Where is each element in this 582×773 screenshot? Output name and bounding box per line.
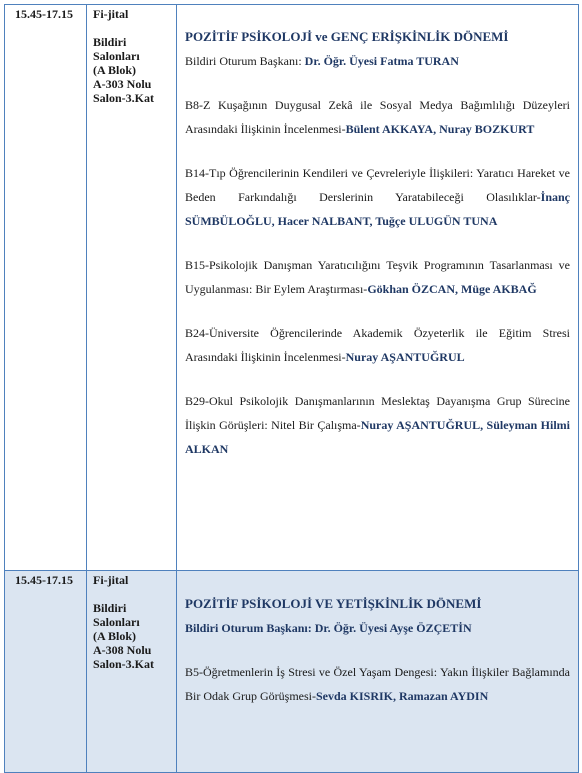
paper-authors: Gökhan ÖZCAN, Müge AKBAĞ bbox=[367, 282, 537, 296]
place-line: Bildiri bbox=[93, 35, 127, 49]
paper-entry bbox=[185, 389, 570, 461]
session-time: 15.45-17.15 bbox=[5, 571, 87, 773]
paper-authors: Nuray AŞANTUĞRUL, Süleyman Hilmi ALKAN bbox=[185, 418, 570, 456]
place-line: Salonları bbox=[93, 615, 140, 629]
session-place bbox=[87, 5, 177, 571]
paper-authors: Sevda KISRIK, Ramazan AYDIN bbox=[315, 689, 489, 703]
paper-authors: Bülent AKKAYA, Nuray BOZKURT bbox=[345, 122, 535, 136]
paper-title: B29-Okul Psikolojik Danışmanlarının Meslektaş Dayanışma Grup Sürecine İlişkin Görüşleri: Nitel Bir Çalışma- bbox=[185, 394, 570, 432]
place-line: A-308 Nolu bbox=[93, 643, 152, 657]
session-content bbox=[177, 571, 579, 773]
program-table bbox=[4, 4, 579, 773]
chair-label: Bildiri Oturum Başkanı: bbox=[185, 621, 315, 635]
session-time: 15.45-17.15 bbox=[5, 5, 87, 571]
place-line: Bildiri bbox=[93, 601, 127, 615]
session-title: POZİTİF PSİKOLOJİ VE YETİŞKİNLİK DÖNEMİ bbox=[185, 596, 482, 611]
place-line: Salonları bbox=[93, 49, 140, 63]
session-chair bbox=[185, 616, 570, 640]
place-line: (A Blok) bbox=[93, 629, 137, 643]
paper-entry bbox=[185, 660, 570, 708]
paper-authors: İnanç SÜMBÜLOĞLU, Hacer NALBANT, Tuğçe ULUGÜN TUNA bbox=[185, 190, 570, 228]
paper-title: B15-Psikolojik Danışman Yaratıcılığını Teşvik Programının Tasarlanması ve Uygulanması: Bir Eylem Araştırması- bbox=[185, 258, 570, 296]
session-row bbox=[5, 571, 579, 773]
paper-title: B14-Tıp Öğrencilerinin Kendileri ve Çevreleriyle İlişkileri: Yaratıcı Hareket ve Beden Farkındalığı Derslerinin Yaratabileceği Olasılıklar- bbox=[185, 166, 570, 204]
paper-entry bbox=[185, 321, 570, 369]
place-title: Fi-jital bbox=[93, 7, 129, 21]
chair-label: Bildiri Oturum Başkanı: bbox=[185, 54, 305, 68]
place-line: Salon-3.Kat bbox=[93, 91, 155, 105]
paper-title: B24-Üniversite Öğrencilerinde Akademik Özyeterlik ile Eğitim Stresi Arasındaki İlişkinin İncelenmesi- bbox=[185, 326, 570, 364]
paper-title: B8-Z Kuşağının Duygusal Zekâ ile Sosyal Medya Bağımlılığı Düzeyleri Arasındaki İlişkinin İncelenmesi- bbox=[185, 98, 570, 136]
paper-entry bbox=[185, 93, 570, 141]
session-place bbox=[87, 571, 177, 773]
chair-name: Dr. Öğr. Üyesi Ayşe ÖZÇETİN bbox=[314, 621, 472, 635]
paper-entry bbox=[185, 253, 570, 301]
place-line: (A Blok) bbox=[93, 63, 137, 77]
place-line: A-303 Nolu bbox=[93, 77, 152, 91]
session-title: POZİTİF PSİKOLOJİ ve GENÇ ERİŞKİNLİK DÖNEMİ bbox=[185, 29, 509, 44]
paper-title: B5-Öğretmenlerin İş Stresi ve Özel Yaşam Dengesi: Yakın İlişkiler Bağlamında Bir Odak Grup Görüşmesi- bbox=[185, 665, 570, 703]
session-content bbox=[177, 5, 579, 571]
session-row bbox=[5, 5, 579, 571]
paper-authors: Nuray AŞANTUĞRUL bbox=[345, 350, 465, 364]
place-line: Salon-3.Kat bbox=[93, 657, 155, 671]
place-title: Fi-jital bbox=[93, 573, 129, 587]
paper-entry bbox=[185, 161, 570, 233]
session-chair bbox=[185, 49, 570, 73]
chair-name: Dr. Öğr. Üyesi Fatma TURAN bbox=[304, 54, 459, 68]
